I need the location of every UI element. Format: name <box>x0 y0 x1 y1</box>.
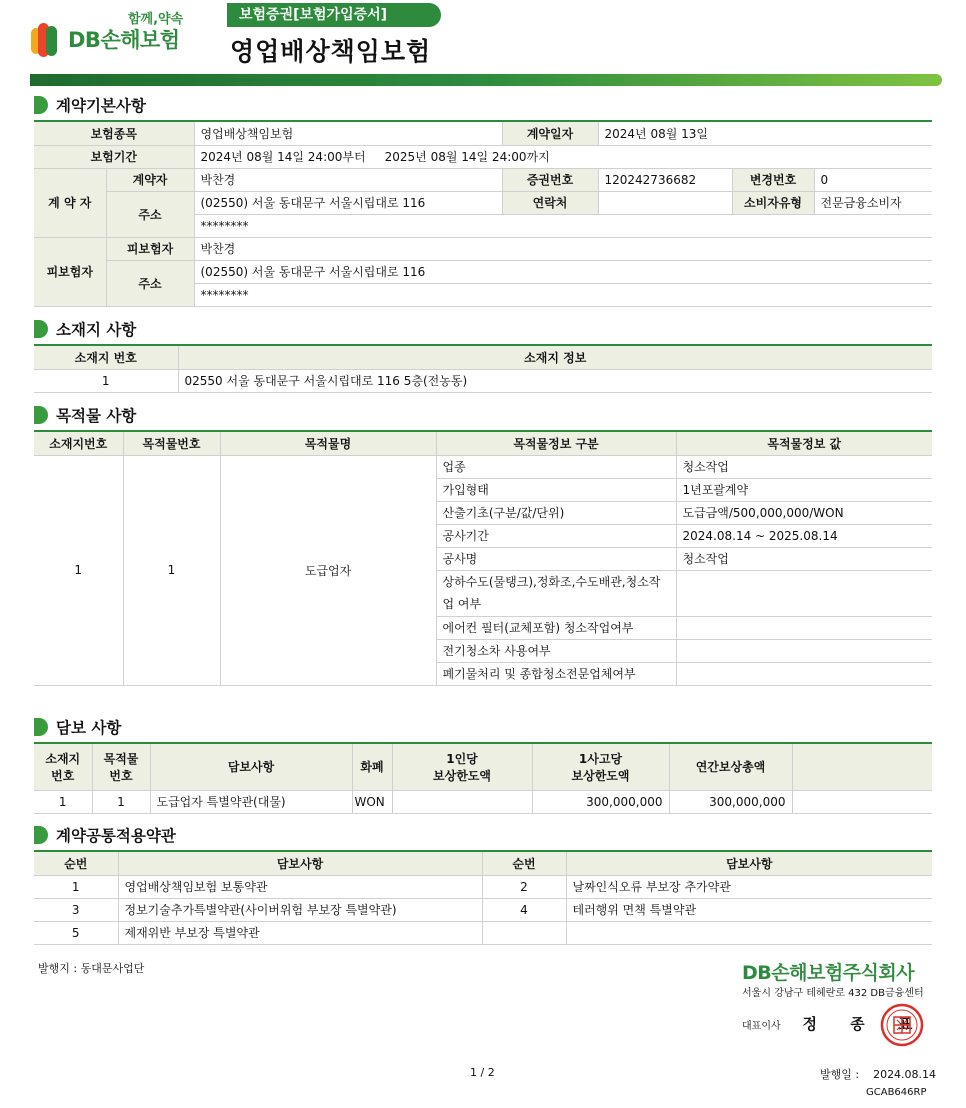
insured-label: 피보험자 <box>106 237 194 260</box>
coverage-currency-header: 화폐 <box>352 744 392 790</box>
terms-no: 5 <box>34 921 118 944</box>
coverage-annual: 300,000,000 <box>669 790 792 813</box>
terms-no-header-2: 순번 <box>482 852 566 875</box>
issue-date: 발행일 : 2024.08.14 <box>820 1068 937 1081</box>
location-table <box>34 346 932 393</box>
terms-item <box>566 921 932 944</box>
terms-no <box>482 921 566 944</box>
table-row <box>34 898 932 921</box>
coverage-loc-header-line1: 소재지 <box>45 751 81 766</box>
object-detail-label: 공사명 <box>436 547 676 570</box>
coverage-per-person-line1: 1인당 <box>446 751 478 766</box>
coverage-currency: WON <box>352 790 392 813</box>
coverage-per-accident: 300,000,000 <box>532 790 669 813</box>
insured-address-label: 주소 <box>106 260 194 306</box>
location-info: 02550 서울 동대문구 서울시립대로 116 5층(전농동) <box>178 369 932 392</box>
contractor-label: 계약자 <box>106 168 194 191</box>
contractor-address-label: 주소 <box>106 191 194 237</box>
table-row <box>34 875 932 898</box>
contractor-address: (02550) 서울 동대문구 서울시립대로 116 <box>194 191 502 214</box>
coverage-empty-cell <box>792 790 932 813</box>
section-coverage <box>34 716 932 814</box>
consumer-type-label: 소비자유형 <box>732 191 814 214</box>
table-row <box>34 921 932 944</box>
coverage-per-person <box>392 790 532 813</box>
product-label: 보험종목 <box>34 122 194 145</box>
terms-no-header: 순번 <box>34 852 118 875</box>
policy-number-value: 120242736682 <box>598 168 732 191</box>
policy-number-label: 증권번호 <box>502 168 598 191</box>
coverage-empty-header <box>792 744 932 790</box>
coverage-obj-header <box>92 744 150 790</box>
coverage-obj-header-line2: 번호 <box>109 768 133 783</box>
terms-no: 3 <box>34 898 118 921</box>
objects-info-value-header: 목적물정보 값 <box>676 432 932 455</box>
insured-address-detail: ******** <box>194 283 932 306</box>
period-label: 보험기간 <box>34 145 194 168</box>
section-bullet-icon <box>34 718 48 736</box>
coverage-item: 도급업자 특별약관(대물) <box>150 790 352 813</box>
contact-label: 연락처 <box>502 191 598 214</box>
location-no-header: 소재지 번호 <box>34 346 178 369</box>
ceo-title: 대표이사 <box>742 1021 781 1032</box>
product-value: 영업배상책임보험 <box>194 122 502 145</box>
object-detail-value <box>676 570 932 616</box>
object-detail-label: 가입형태 <box>436 478 676 501</box>
coverage-loc-header-line2: 번호 <box>51 768 75 783</box>
objects-info-type-header: 목적물정보 구분 <box>436 432 676 455</box>
table-row <box>34 369 932 392</box>
db-logo <box>30 8 200 68</box>
company-address: 서울시 강남구 테헤란로 432 DB금융센터 <box>742 988 924 999</box>
coverage-per-accident-line1: 1사고당 <box>578 751 623 766</box>
certificate-badge: 보험증권[보험가입증서] <box>227 3 441 27</box>
insured-group-label: 피보험자 <box>34 237 106 306</box>
ceo-name: 정 종 표 <box>802 1015 927 1033</box>
objects-table <box>34 432 932 686</box>
contractor-group-label: 계 약 자 <box>34 168 106 237</box>
logo-brand-text: DB손해보험 <box>68 28 180 52</box>
section-title: 소재지 사항 <box>56 321 137 339</box>
section-bullet-icon <box>34 406 48 424</box>
contractor-address-detail: ******** <box>194 214 932 237</box>
coverage-loc-header <box>34 744 92 790</box>
terms-item: 날짜인식오류 부보장 추가약관 <box>566 875 932 898</box>
object-detail-value: 청소작업 <box>676 455 932 478</box>
section-objects <box>34 404 932 686</box>
consumer-type-value: 전문금융소비자 <box>814 191 932 214</box>
object-detail-label: 산출기초(구분/값/단위) <box>436 501 676 524</box>
terms-no: 1 <box>34 875 118 898</box>
db-logo-mark-icon <box>30 20 66 60</box>
period-value: 2024년 08월 14일 24:00부터 2025년 08월 14일 24:00까지 <box>194 145 932 168</box>
coverage-obj: 1 <box>92 790 150 813</box>
coverage-per-person-line2: 보상한도액 <box>433 768 491 783</box>
section-location <box>34 318 932 393</box>
contract-date-value: 2024년 08월 13일 <box>598 122 932 145</box>
objects-object-no: 1 <box>123 455 220 685</box>
logo-tagline: 함께,약속 <box>128 12 184 27</box>
section-common-terms <box>34 824 932 945</box>
object-detail-label: 상하수도(물탱크),정화조,수도배관,청소작업 여부 <box>436 570 676 616</box>
object-detail-label: 공사기간 <box>436 524 676 547</box>
coverage-table <box>34 744 932 814</box>
object-detail-value <box>676 639 932 662</box>
objects-loc-no-header: 소재지번호 <box>34 432 123 455</box>
insured-address: (02550) 서울 동대문구 서울시립대로 116 <box>194 260 932 283</box>
location-info-header: 소재지 정보 <box>178 346 932 369</box>
issuer-text: 발행지 : 동대문사업단 <box>38 962 145 975</box>
header-divider-bar <box>30 74 942 86</box>
coverage-loc: 1 <box>34 790 92 813</box>
company-name: DB손해보험주식회사 <box>742 962 915 984</box>
company-seal-icon <box>880 1003 924 1047</box>
object-detail-label: 폐기물처리 및 종합청소전문업체여부 <box>436 662 676 685</box>
section-bullet-icon <box>34 96 48 114</box>
section-title: 계약기본사항 <box>56 97 146 115</box>
object-detail-value: 청소작업 <box>676 547 932 570</box>
terms-item: 영업배상책임보험 보통약관 <box>118 875 482 898</box>
section-title: 목적물 사항 <box>56 407 137 425</box>
section-title: 계약공통적용약관 <box>56 827 176 845</box>
coverage-annual-header: 연간보상총액 <box>669 744 792 790</box>
coverage-item-header: 담보사항 <box>150 744 352 790</box>
page-number: 1 / 2 <box>470 1066 495 1079</box>
objects-location-no: 1 <box>34 455 123 685</box>
coverage-per-accident-line2: 보상한도액 <box>571 768 630 783</box>
object-detail-value <box>676 616 932 639</box>
common-terms-table <box>34 852 932 945</box>
object-detail-value <box>676 662 932 685</box>
change-number-label: 변경번호 <box>732 168 814 191</box>
section-bullet-icon <box>34 320 48 338</box>
contractor-name: 박찬경 <box>194 168 502 191</box>
object-detail-value: 2024.08.14 ~ 2025.08.14 <box>676 524 932 547</box>
object-detail-value: 1년포괄계약 <box>676 478 932 501</box>
terms-no: 2 <box>482 875 566 898</box>
table-row <box>34 455 932 478</box>
table-row <box>34 790 932 813</box>
coverage-per-accident-header <box>532 744 669 790</box>
coverage-per-person-header <box>392 744 532 790</box>
section-bullet-icon <box>34 826 48 844</box>
document-code: GCAB646RP <box>866 1087 927 1098</box>
objects-obj-no-header: 목적물번호 <box>123 432 220 455</box>
object-detail-label: 에어컨 필터(교체포함) 청소작업여부 <box>436 616 676 639</box>
object-detail-label: 업종 <box>436 455 676 478</box>
change-number-value: 0 <box>814 168 932 191</box>
contract-basic-table <box>34 122 932 307</box>
location-no: 1 <box>34 369 178 392</box>
contract-date-label: 계약일자 <box>502 122 598 145</box>
coverage-obj-header-line1: 목적물 <box>103 751 139 766</box>
object-detail-label: 전기청소차 사용여부 <box>436 639 676 662</box>
object-detail-value: 도급금액/500,000,000/WON <box>676 501 932 524</box>
terms-item: 테러행위 면책 특별약관 <box>566 898 932 921</box>
section-contract-basic <box>34 94 932 307</box>
objects-object-name: 도급업자 <box>220 455 436 685</box>
terms-item-header: 담보사항 <box>118 852 482 875</box>
document-title: 영업배상책임보험 <box>230 37 432 66</box>
insured-name: 박찬경 <box>194 237 932 260</box>
section-title: 담보 사항 <box>56 719 122 737</box>
document-header <box>0 0 966 90</box>
terms-item: 제재위반 부보장 특별약관 <box>118 921 482 944</box>
terms-item-header-2: 담보사항 <box>566 852 932 875</box>
contact-value <box>598 191 732 214</box>
terms-no: 4 <box>482 898 566 921</box>
objects-name-header: 목적물명 <box>220 432 436 455</box>
terms-item: 정보기술추가특별약관(사이버위험 부보장 특별약관) <box>118 898 482 921</box>
